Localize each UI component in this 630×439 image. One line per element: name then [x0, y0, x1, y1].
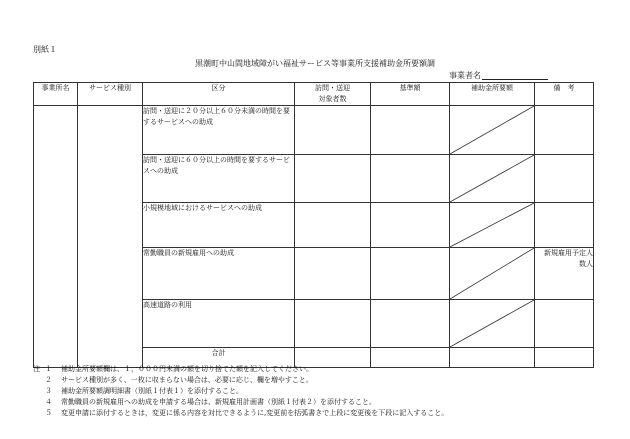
- header-service-type: サービス種別: [78, 83, 143, 106]
- remarks-cell[interactable]: [535, 155, 594, 203]
- note-item: [33, 408, 448, 419]
- users-cell[interactable]: [295, 203, 371, 248]
- note-text: 常勤職員の新規雇用への助成を申請する場合は、新規雇用計画書（別紙１付表２）を添付すること。: [61, 398, 376, 406]
- category-cell: 訪問・送迎に２０分以上６０分未満の時間を要するサービスへの助成: [143, 106, 295, 155]
- header-base-amount: 基準額: [371, 83, 450, 106]
- category-cell: 訪問・送迎に６０分以上の時間を要するサービスへの助成: [143, 155, 295, 203]
- table-row: [34, 106, 594, 155]
- table-header-row: [34, 83, 594, 106]
- users-cell[interactable]: [295, 106, 371, 155]
- base-amount-cell[interactable]: [371, 203, 450, 248]
- remarks-cell-new-hires[interactable]: 新規雇用予定人数人: [535, 248, 594, 300]
- base-amount-cell[interactable]: [371, 106, 450, 155]
- header-users-line2: 対象者数: [318, 95, 347, 103]
- note-number: ２: [45, 376, 52, 384]
- note-item: [33, 375, 448, 386]
- note-number: ４: [45, 398, 52, 406]
- total-label: 合計: [143, 348, 295, 368]
- office-name-cell[interactable]: [34, 106, 78, 368]
- note-item: [33, 386, 448, 397]
- note-number: １: [45, 365, 52, 373]
- header-category: 区分: [143, 83, 295, 106]
- required-amount-cell-crossed: [450, 248, 535, 300]
- base-amount-cell[interactable]: [371, 155, 450, 203]
- business-name-label: 事業者名: [449, 71, 481, 80]
- category-cell: 常勤職員の新規雇用への助成: [143, 248, 295, 300]
- base-amount-cell[interactable]: [371, 248, 450, 300]
- total-required-amount-cell[interactable]: [450, 348, 535, 368]
- note-text: 補助金所要額欄は、１，０００円未満の額を切り捨てた額を記入してください。: [61, 365, 313, 373]
- remarks-cell[interactable]: [535, 106, 594, 155]
- remarks-cell[interactable]: [535, 300, 594, 348]
- header-users: [295, 83, 371, 106]
- required-amount-cell-crossed: [450, 155, 535, 203]
- header-office: 事業所名: [34, 83, 78, 106]
- required-amount-cell-crossed: [450, 203, 535, 248]
- header-users-line1: 訪問・送迎: [315, 84, 350, 92]
- header-remarks: 備 考: [535, 83, 594, 106]
- note-item: [33, 397, 448, 408]
- note-item: [33, 364, 448, 375]
- note-text: 補助金所要額調明細書（別紙１付表１）を添付すること。: [61, 387, 243, 395]
- category-cell: 高速道路の利用: [143, 300, 295, 348]
- note-text: サービス種別が多く、一枚に収まらない場合は、必要に応じ、欄を増やすこと。: [61, 376, 313, 384]
- category-cell: 小規模地域におけるサービスへの助成: [143, 203, 295, 248]
- header-required-amount: 補助金所要額: [450, 83, 535, 106]
- required-amount-cell-crossed: [450, 106, 535, 155]
- document-title: 黒潮町中山間地域障がい福祉サービス等事業所支援補助金所要額調: [195, 59, 435, 68]
- service-type-cell[interactable]: [78, 106, 143, 368]
- note-number: ３: [45, 387, 52, 395]
- subsidy-table: [33, 82, 594, 368]
- base-amount-cell[interactable]: [371, 300, 450, 348]
- remarks-cell[interactable]: [535, 203, 594, 248]
- required-amount-cell-crossed: [450, 300, 535, 348]
- note-text: 変更申請に添付するときは，変更に係る内容を対比できるように,変更前を括弧書きで上段に変更後を下段に記入すること。: [61, 409, 449, 417]
- notes-label: 注: [33, 365, 40, 373]
- users-cell[interactable]: [295, 155, 371, 203]
- attachment-label: 別紙１: [33, 45, 57, 54]
- users-cell[interactable]: [295, 300, 371, 348]
- users-cell[interactable]: [295, 248, 371, 300]
- notes-section: [33, 364, 448, 419]
- business-name-field[interactable]: [482, 79, 548, 80]
- total-remarks-cell[interactable]: [535, 348, 594, 368]
- note-number: ５: [45, 409, 52, 417]
